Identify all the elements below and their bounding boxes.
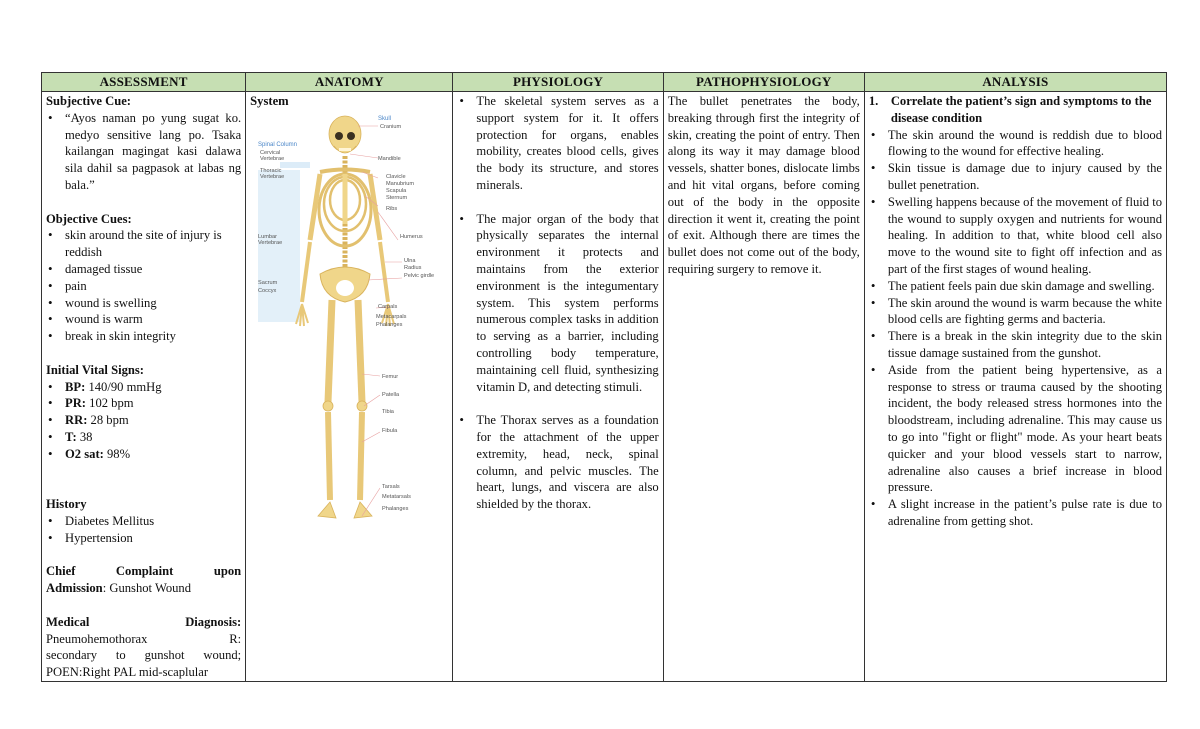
list-item: • Diabetes Mellitus: [46, 513, 241, 530]
physiology-list-2: [457, 211, 658, 396]
vitals-list: [46, 379, 241, 463]
analysis-cell: [864, 92, 1166, 682]
medical-diagnosis-line: Pneumohemothorax R:: [46, 631, 242, 646]
skeleton-diagram: [250, 112, 445, 542]
list-item: • The skeletal system serves as a support system for it. It offers protection for organs, enables mobility, creates blood cells, gives the body its structure, and stores minerals.: [457, 93, 658, 194]
label-mandible: Mandible: [378, 155, 401, 162]
label-tarsals: Tarsals: [382, 483, 400, 490]
analysis-list: [869, 127, 1162, 530]
header-assessment: ASSESSMENT: [42, 73, 246, 92]
label-cervical-vertebrae: Vertebrae: [260, 155, 285, 162]
document-page: [41, 72, 1167, 682]
care-plan-table: [41, 72, 1167, 682]
list-item: • The skin around the wound is reddish due to blood flowing to the wound for effective healing.: [869, 127, 1162, 161]
label-cranium: Cranium: [380, 123, 402, 130]
label-carpals: Carpals: [378, 303, 398, 310]
label-metacarpals: Metacarpals: [376, 313, 407, 320]
subjective-title: Subjective Cue:: [46, 94, 131, 108]
list-item: • The Thorax serves as a foundation for the attachment of the upper extremity, head, neck, spinal column, and pelvic muscles. The heart, lungs, and viscera are also shielded by the thorax.: [457, 412, 658, 513]
list-item: • wound is warm: [46, 311, 241, 328]
analysis-number: 1.: [868, 94, 879, 108]
label-phalanges-hand: Phalanges: [376, 321, 403, 328]
skull-icon: [329, 116, 361, 153]
label-thoracic-vertebrae: Vertebrae: [260, 173, 285, 180]
label-manubrium: Manubrium: [386, 180, 415, 187]
history-list: [46, 513, 241, 547]
header-pathophysiology: PATHOPHYSIOLOGY: [663, 73, 864, 92]
vital-pr: • PR: 102 bpm: [46, 395, 241, 412]
label-metatarsals: Metatarsals: [382, 493, 412, 500]
vital-temp: • T: 38: [46, 429, 241, 446]
list-item: • wound is swelling: [46, 295, 241, 312]
label-fibula: Fibula: [382, 427, 398, 434]
analysis-heading-text: Correlate the patient’s sign and symptoms to the disease condition: [890, 94, 1152, 125]
medical-diagnosis-rest: secondary to gunshot wound; POEN:Right PAL mid-scaplular: [46, 648, 242, 680]
physiology-list: [457, 93, 658, 194]
header-analysis: ANALYSIS: [864, 73, 1166, 92]
label-radius: Radius: [404, 264, 422, 271]
vital-rr: • RR: 28 bpm: [46, 412, 241, 429]
pathophysiology-cell: [663, 92, 864, 682]
vital-o2: • O2 sat: 98%: [46, 446, 241, 463]
label-coccyx: Coccyx: [258, 287, 277, 294]
analysis-heading: [869, 93, 1162, 127]
label-sternum: Sternum: [386, 194, 408, 201]
list-item: • pain: [46, 278, 241, 295]
list-item: • damaged tissue: [46, 261, 241, 278]
label-sacrum: Sacrum: [258, 279, 278, 286]
list-item: • break in skin integrity: [46, 328, 241, 345]
medical-diagnosis-label: Medical Diagnosis:: [46, 614, 242, 629]
chief-complaint-label: Chief Complaint upon: [46, 564, 242, 579]
physiology-list-3: [457, 412, 658, 513]
list-item: • The patient feels pain due skin damage and swelling.: [869, 278, 1162, 295]
list-item: • The skin around the wound is warm because the white blood cells are fighting germs and bacteria.: [869, 295, 1162, 329]
pelvis-icon: [320, 267, 370, 302]
list-item: • Aside from the patient being hypertensive, as a response to stress or trauma caused by the shooting incident, the body released stress hormones into the bloodstream, including adrenaline. This may cause us to go into "fight or flight" mode. As your heart beats quicker and your blood vessels start to narrow, adrenaline also causes a brief increase in blood pressure.: [869, 362, 1162, 496]
label-pelvic-girdle: Pelvic girdle: [404, 272, 435, 279]
history-title: History: [46, 497, 87, 512]
label-spinal-column: Spinal Column: [258, 141, 298, 148]
physiology-cell: [453, 92, 663, 682]
label-patella: Patella: [382, 391, 400, 398]
chief-complaint-value: Admission: Gunshot Wound: [46, 581, 192, 596]
assessment-cell: [42, 92, 246, 682]
anatomy-cell: [246, 92, 453, 682]
vital-bp: • BP: 140/90 mmHg: [46, 379, 241, 396]
label-skull: Skull: [378, 115, 392, 122]
header-row: [42, 73, 1167, 92]
content-row: [42, 92, 1167, 682]
list-item: • There is a break in the skin integrity due to the skin tissue damage sustained from the gunshot.: [869, 328, 1162, 362]
label-humerus: Humerus: [400, 233, 423, 240]
label-lumbar: Lumbar: [258, 233, 278, 240]
subjective-quote: • “Ayos naman po yung sugat ko. medyo sensitive lang po. Tsaka kailangan magingat kasi dalawa sila dahil sa pagpasok at labas ng bala.”: [46, 110, 241, 194]
label-lumbar-vertebrae: Vertebrae: [258, 239, 283, 246]
header-physiology: PHYSIOLOGY: [453, 73, 663, 92]
anatomy-title: System: [250, 94, 289, 108]
list-item: • The major organ of the body that physically separates the internal environment it protects and maintains from the exterior environment is the integumentary system. This system performs numerous complex tasks in addition to serving as a barrier, including controlling body temperature, maintaining cell fluid, synthesizing vitamin D, and detecting stimuli.: [457, 211, 658, 396]
label-ulna: Ulna: [404, 257, 416, 264]
label-femur: Femur: [382, 373, 399, 380]
subjective-list: [46, 110, 241, 194]
label-thoracic: Thoracic: [260, 167, 282, 174]
label-tibia: Tibia: [382, 408, 395, 415]
label-clavicle: Clavicle: [386, 173, 406, 180]
list-item: • Swelling happens because of the movement of fluid to the wound to supply oxygen and nutrients for wound healing. In addition to that, white blood cell also move to the wound site to fight off infection and as part of the first stages of wound healing.: [869, 194, 1162, 278]
list-item: • Hypertension: [46, 530, 241, 547]
header-anatomy: ANATOMY: [246, 73, 453, 92]
label-cervical: Cervical: [260, 149, 281, 156]
list-item: • skin around the site of injury is reddish: [46, 227, 241, 261]
objective-title: Objective Cues:: [46, 211, 132, 226]
list-item: • A slight increase in the patient’s pulse rate is due to adrenaline from getting shot.: [869, 496, 1162, 530]
objective-list: [46, 227, 241, 345]
label-ribs: Ribs: [386, 205, 398, 212]
vitals-title: Initial Vital Signs:: [46, 362, 144, 377]
pathophysiology-text: The bullet penetrates the body, breaking through first the integrity of skin, creating the point of entry. Then along its way it may damage blood vessels, shatter bones, dislocate limbs and hit vital organs, before coming out of the body in the opposite direction it went it, creating the point of exit. Although there are times the bullet does not come out of the body, requiring surgery to remove it.: [667, 94, 860, 276]
label-scapula: Scapula: [386, 187, 407, 194]
label-phalanges-foot: Phalanges: [382, 505, 409, 512]
list-item: • Skin tissue is damage due to injury caused by the bullet penetration.: [869, 160, 1162, 194]
